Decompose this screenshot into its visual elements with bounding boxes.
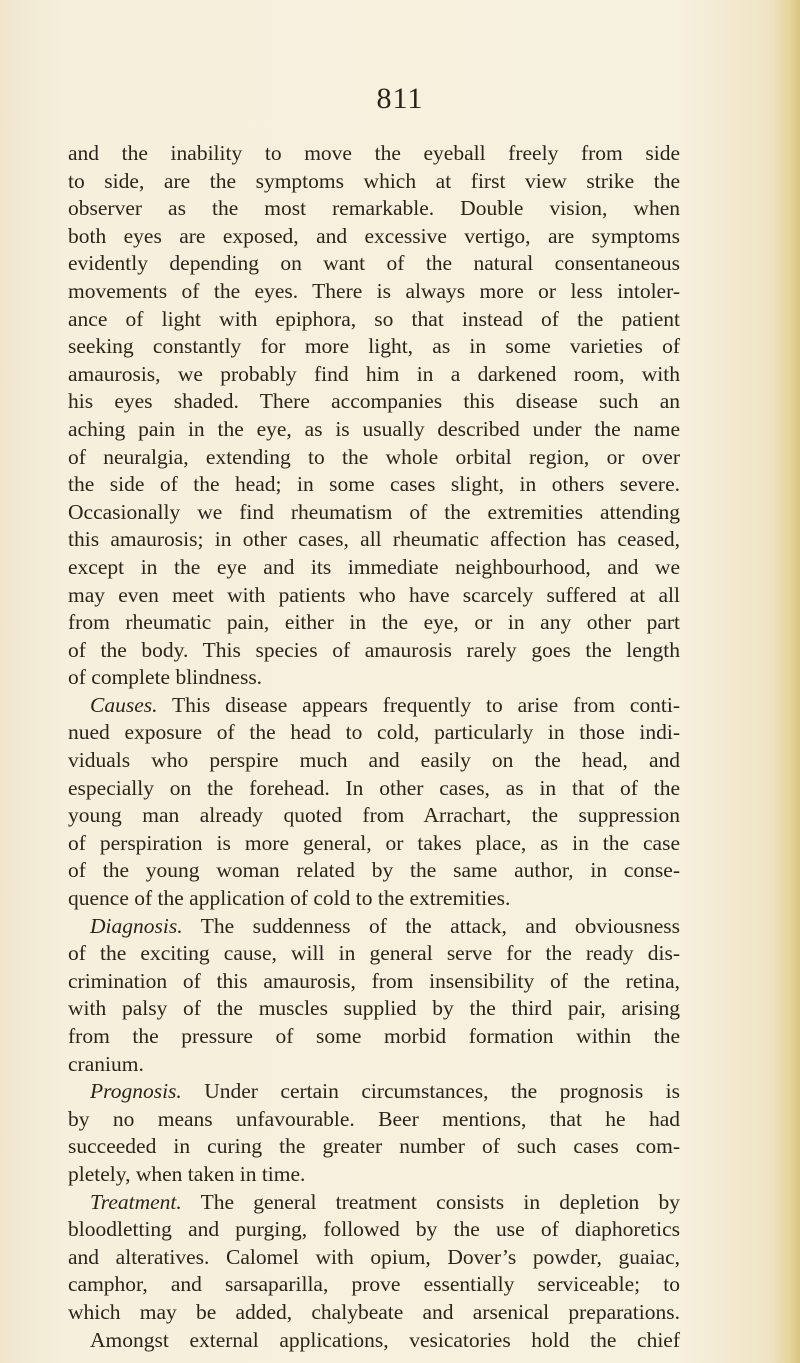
text-line: of neuralgia, extending to the whole orbital region, or over	[68, 444, 680, 469]
text-line: pletely, when taken in time.	[68, 1161, 306, 1186]
text-line: and alteratives. Calomel with opium, Dover’s powder, guaiac,	[68, 1244, 680, 1269]
text-line: evidently depending on want of the natural consentaneous	[68, 251, 680, 276]
text-line: viduals who perspire much and easily on the head, and	[68, 748, 680, 773]
text-line: seeking constantly for more light, as in some varieties of	[68, 334, 680, 359]
text-run: The suddenness of the attack, and obviousness	[182, 913, 680, 938]
text-line: from rheumatic pain, either in the eye, or in any other part	[68, 610, 680, 635]
prognosis-heading: Prognosis.	[90, 1079, 182, 1104]
text-line: especially on the forehead. In other cases, as in that of the	[68, 775, 680, 800]
text-line: Occasionally we find rheumatism of the extremities attending	[68, 499, 680, 524]
diagnosis-paragraph-start	[68, 913, 680, 941]
text-line: succeeded in curing the greater number of such cases com-	[68, 1134, 680, 1159]
text-line: of the body. This species of amaurosis rarely goes the length	[68, 637, 680, 662]
text-line: both eyes are exposed, and excessive vertigo, are symptoms	[68, 223, 680, 248]
text-line: and the inability to move the eyeball freely from side	[68, 141, 680, 165]
text-line: with palsy of the muscles supplied by the third pair, arising	[68, 996, 680, 1021]
text-line: crimination of this amaurosis, from insensibility of the retina,	[68, 968, 680, 993]
text-line: of perspiration is more general, or takes place, as in the case	[68, 830, 680, 855]
prognosis-paragraph-start	[68, 1078, 680, 1106]
text-line: quence of the application of cold to the extremities.	[68, 886, 511, 911]
page-edge-shading	[774, 0, 800, 1363]
page-number: 811	[376, 82, 424, 115]
causes-paragraph-start	[68, 692, 680, 720]
text-line: which may be added, chalybeate and arsenical preparations.	[68, 1299, 680, 1324]
text-line: observer as the most remarkable. Double vision, when	[68, 196, 680, 221]
text-line: to side, are the symptoms which at first view strike the	[68, 168, 680, 193]
text-line: from the pressure of some morbid formation within the	[68, 1024, 680, 1048]
text-line: by no means unfavourable. Beer mentions, that he had	[68, 1106, 680, 1131]
treatment-heading: Treatment.	[90, 1189, 182, 1214]
text-line: of the exciting cause, will in general serve for the ready dis-	[68, 941, 680, 966]
text-line: aching pain in the eye, as is usually described under the name	[68, 416, 680, 441]
diagnosis-heading: Diagnosis.	[90, 913, 183, 938]
body-text	[68, 140, 680, 1354]
text-line: of complete blindness.	[68, 665, 263, 690]
text-line: Amongst external applications, vesicatories hold the chief	[90, 1327, 680, 1352]
text-run: This disease appears frequently to arise from conti-	[157, 692, 680, 717]
text-line: except in the eye and its immediate neighbourhood, and we	[68, 554, 680, 579]
text-run: Under certain circumstances, the prognosis is	[181, 1079, 680, 1104]
text-line: the side of the head; in some cases slight, in others severe.	[68, 472, 680, 497]
text-line: camphor, and sarsaparilla, prove essentially serviceable; to	[68, 1272, 680, 1297]
treatment-paragraph-start	[68, 1189, 680, 1217]
text-run: The general treatment consists in depletion by	[181, 1189, 680, 1214]
text-line: his eyes shaded. There accompanies this disease such an	[68, 389, 680, 414]
text-line: young man already quoted from Arrachart, the suppression	[68, 803, 680, 828]
text-line: nued exposure of the head to cold, particularly in those indi-	[68, 720, 680, 745]
text-line: ance of light with epiphora, so that instead of the patient	[68, 306, 680, 331]
text-line: cranium.	[68, 1051, 144, 1076]
text-line: bloodletting and purging, followed by the use of diaphoretics	[68, 1217, 680, 1242]
causes-heading: Causes.	[90, 692, 158, 717]
text-line: may even meet with patients who have scarcely suffered at all	[68, 582, 680, 607]
text-line: movements of the eyes. There is always more or less intoler-	[68, 278, 680, 303]
text-line: amaurosis, we probably find him in a darkened room, with	[68, 361, 680, 386]
text-line: of the young woman related by the same author, in conse-	[68, 858, 680, 883]
text-line: this amaurosis; in other cases, all rheumatic affection has ceased,	[68, 527, 680, 552]
